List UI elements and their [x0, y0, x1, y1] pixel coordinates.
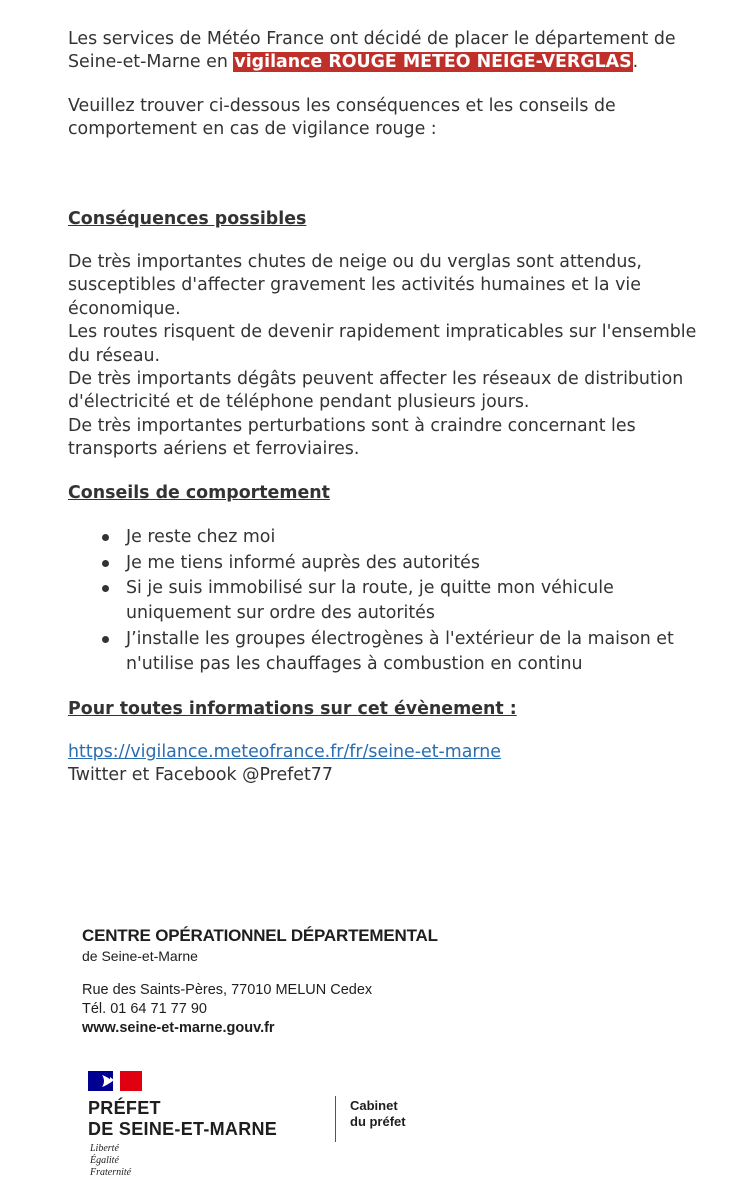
marianne-flag-icon [88, 1071, 142, 1091]
red-alert-highlight: vigilance ROUGE METEO NEIGE-VERGLAS [234, 52, 632, 73]
vigilance-link[interactable]: https://vigilance.meteofrance.fr/fr/seine-et-marne [68, 741, 501, 762]
list-item: Si je suis immobilisé sur la route, je quitte mon véhicule uniquement sur ordre des autorités [126, 576, 708, 627]
list-item: Je reste chez moi [126, 525, 708, 550]
intro-text: Les services de Météo France ont décidé de placer le département de Seine-et-Marne en [68, 29, 676, 73]
org-website: www.seine-et-marne.gouv.fr [82, 1020, 275, 1036]
email-body [68, 28, 708, 788]
prefecture-logo [88, 1068, 508, 1188]
org-phone: Tél. 01 64 71 77 90 [82, 1001, 207, 1017]
intro-paragraph-2: Veuillez trouver ci-dessous les conséquences et les conseils de comportement en cas de vigilance rouge : [68, 95, 616, 140]
org-name: CENTRE OPÉRATIONNEL DÉPARTEMENTAL [82, 926, 438, 945]
list-item: Je me tiens informé auprès des autorités [126, 551, 708, 576]
org-subtitle: de Seine-et-Marne [82, 948, 198, 964]
consequences-title: Conséquences possibles [68, 208, 307, 229]
prefet-line-1: PRÉFET [88, 1098, 161, 1118]
consequence-line: De très importantes chutes de neige ou du verglas sont attendus, susceptibles d'affecter gravement les activités humaines et la vie économique. [68, 252, 642, 319]
republic-motto [90, 1143, 131, 1179]
social-text: Twitter et Facebook @Prefet77 [68, 765, 333, 786]
logo-divider [335, 1096, 336, 1142]
list-item: J’installe les groupes électrogènes à l'extérieur de la maison et n'utilise pas les chauffages à combustion en continu [126, 627, 708, 678]
cabinet-label [350, 1098, 406, 1130]
consequence-line: De très importants dégâts peuvent affecter les réseaux de distribution d'électricité et de téléphone pendant plusieurs jours. [68, 369, 684, 413]
signature-block [82, 925, 602, 1038]
cabinet-line-2: du préfet [350, 1114, 406, 1129]
org-address: Rue des Saints-Pères, 77010 MELUN Cedex [82, 982, 373, 998]
intro-end: . [632, 52, 639, 73]
consequence-line: De très importantes perturbations sont à craindre concernant les transports aériens et ferroviaires. [68, 415, 636, 460]
advice-list [68, 525, 708, 677]
advice-title: Conseils de comportement [68, 482, 330, 503]
motto-word: Liberté [90, 1143, 119, 1154]
consequence-line: Les routes risquent de devenir rapidement impraticables sur l'ensemble du réseau. [68, 322, 697, 366]
motto-word: Fraternité [90, 1167, 132, 1178]
cabinet-line-1: Cabinet [350, 1098, 398, 1113]
info-title: Pour toutes informations sur cet évènement : [68, 698, 517, 719]
prefet-line-2: DE SEINE-ET-MARNE [88, 1119, 278, 1139]
motto-word: Égalité [90, 1155, 119, 1166]
intro-paragraph [68, 28, 708, 75]
